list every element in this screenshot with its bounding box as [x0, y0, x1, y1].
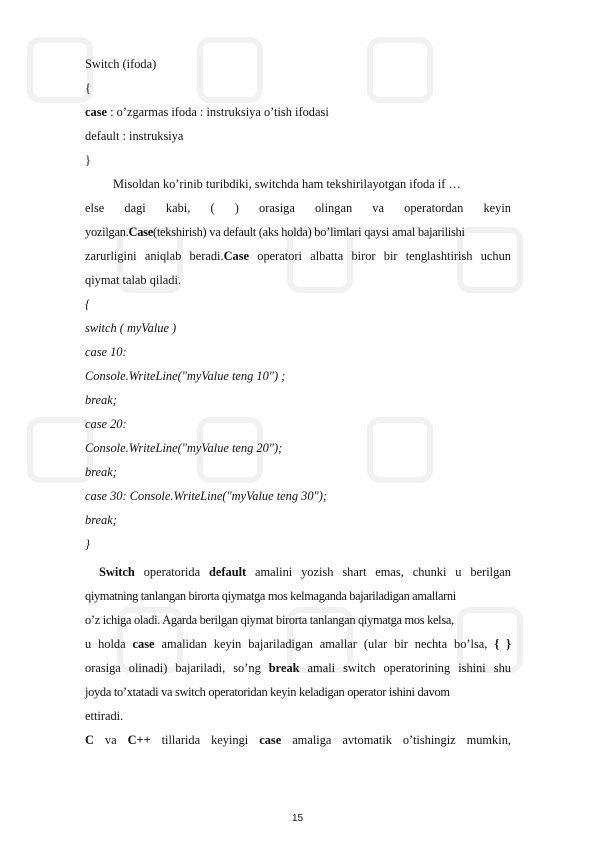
code-line: break; — [85, 465, 117, 479]
case-keyword: case — [259, 733, 282, 747]
code-line: case 10: — [85, 345, 127, 359]
code-line: break; — [85, 513, 117, 527]
syntax-open-brace: { — [85, 81, 91, 95]
case-keyword: Case — [128, 225, 153, 239]
lang-cpp: C++ — [127, 733, 151, 747]
switch-keyword: Switch — [99, 565, 135, 579]
para1-text: (tekshirish) va default (aks holda) bo’limlari qaysi amal bajarilishi — [152, 225, 465, 239]
para1-text: operatori albatta biror bir tenglashtirish uchun — [249, 249, 511, 263]
braces-symbol: { } — [494, 637, 511, 651]
code-line: Console.WriteLine("myValue teng 10") ; — [85, 369, 286, 383]
para1-line3 — [85, 225, 511, 240]
para1-text: yozilgan. — [85, 225, 129, 239]
syntax-title: Switch (ifoda) — [85, 57, 157, 71]
para3-text: tillarida keyingi — [150, 733, 260, 747]
para1-line1: Misoldan ko’rinib turibdiki, switchda ham tekshirilayotgan ifoda if … — [113, 177, 461, 191]
break-keyword: break — [268, 661, 300, 675]
code-line: break; — [85, 393, 117, 407]
para2-line4 — [85, 637, 511, 652]
code-line: { — [85, 297, 90, 311]
code-line: Console.WriteLine("myValue teng 20"); — [85, 441, 283, 455]
syntax-default-line: default : instruksiya — [85, 129, 184, 143]
para2-text: amalidan keyin bajariladigan amallar (ular bir nechta bo’lsa, — [154, 637, 495, 651]
para1-line2: else dagi kabi, ( ) orasiga olingan va operatordan keyin — [85, 201, 511, 215]
para3-text: amaliga avtomatik o’tishingiz mumkin, — [281, 733, 511, 747]
default-keyword: default — [208, 565, 247, 579]
case-keyword: case — [85, 105, 108, 119]
lang-c: C — [85, 733, 94, 747]
para3-line1 — [85, 733, 511, 748]
case-keyword: Case — [223, 249, 250, 263]
code-line: switch ( myValue ) — [85, 321, 177, 335]
para2-text: u holda — [85, 637, 133, 651]
para2-text: operatorida — [134, 565, 209, 579]
para2-line1 — [99, 565, 511, 580]
syntax-case-line — [85, 105, 511, 120]
para1-line5: qiymat talab qiladi. — [85, 273, 182, 287]
para2-line6: joyda to’xtatadi va switch operatoridan keyin keladigan operator ishini davom — [85, 685, 450, 699]
syntax-close-brace: } — [85, 153, 91, 167]
code-line: } — [85, 537, 90, 551]
para2-line7: ettiradi. — [85, 709, 124, 723]
para2-text: amalini yozish shart emas, chunki u berilgan — [246, 565, 511, 579]
code-line: case 30: Console.WriteLine("myValue teng 30"); — [85, 489, 327, 503]
para2-line2: qiymatning tanlangan birorta qiymatga mos kelmaganda bajariladigan amallarni — [85, 589, 456, 603]
para3-text: va — [93, 733, 128, 747]
para1-text: zarurligini aniqlab beradi. — [85, 249, 224, 263]
para1-line4 — [85, 249, 511, 264]
para2-line5 — [85, 661, 511, 676]
para2-line3: o’z ichiga oladi. Agarda berilgan qiymat birorta tanlangan qiymatga mos kelsa, — [85, 613, 454, 627]
para2-text: orasiga olinadi) bajariladi, so’ng — [85, 661, 269, 675]
page-number: 15 — [291, 813, 304, 824]
case-keyword: case — [132, 637, 155, 651]
para2-text: amali switch operatorining ishini shu — [299, 661, 511, 675]
code-line: case 20: — [85, 417, 127, 431]
case-description: : o’zgarmas ifoda : instruksiya o’tish ifodasi — [107, 105, 329, 119]
